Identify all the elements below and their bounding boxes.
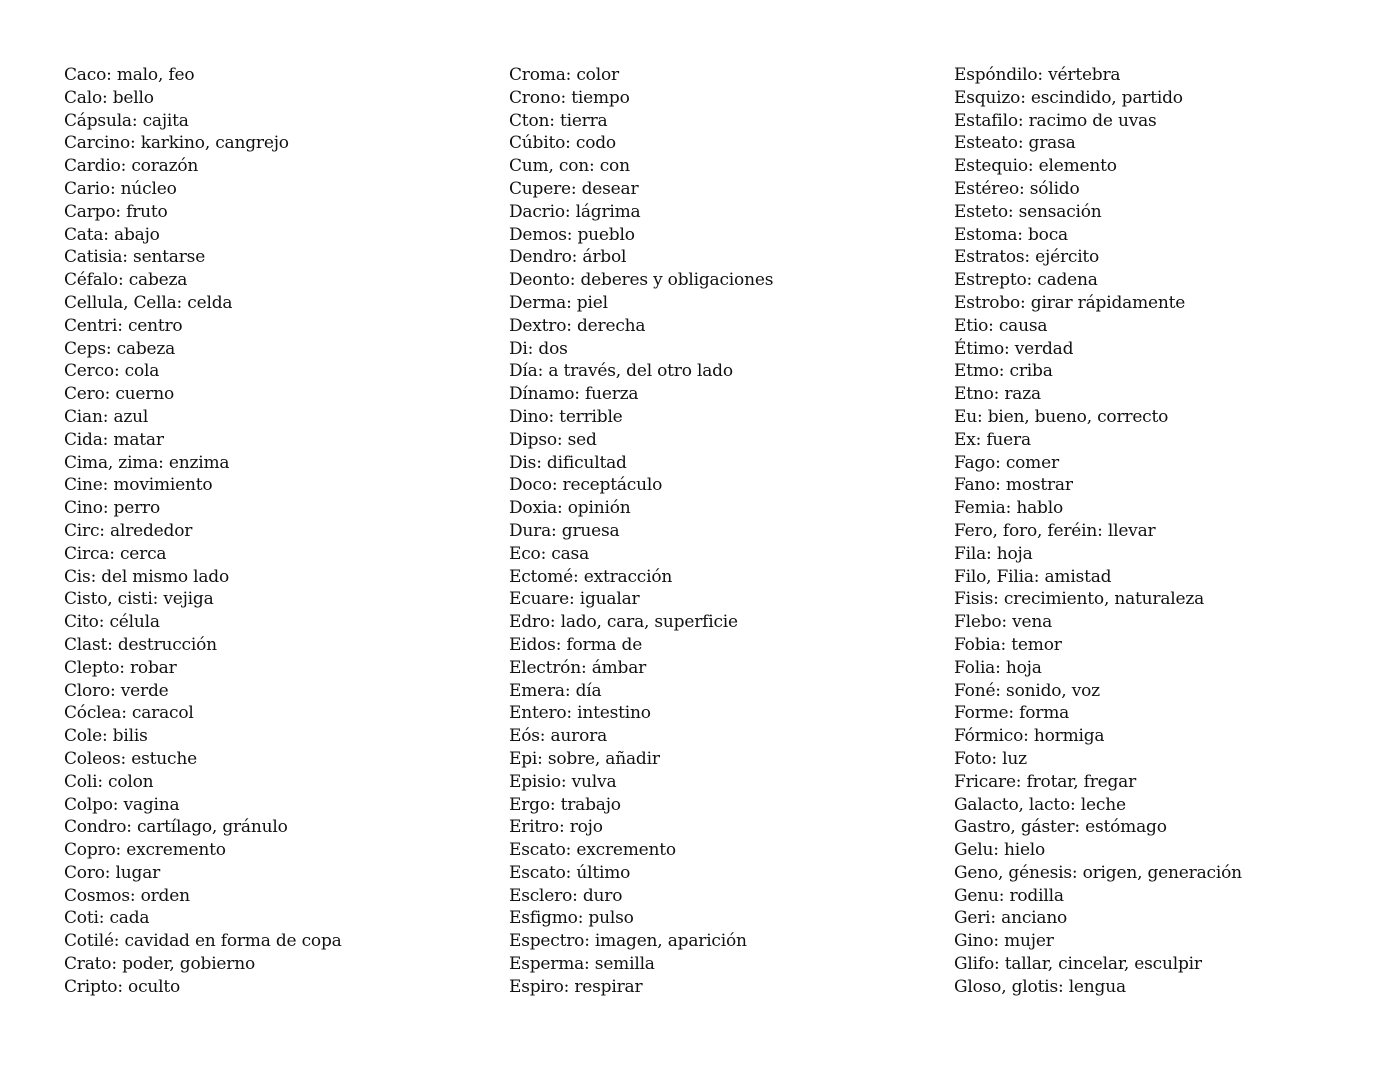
glossary-entry: Cine: movimiento xyxy=(64,475,213,496)
glossary-entry: Esquizo: escindido, partido xyxy=(954,87,1183,108)
glossary-entry: Estratos: ejército xyxy=(954,247,1100,268)
glossary-entry: Estrepto: cadena xyxy=(954,270,1098,291)
glossary-entry: Electrón: ámbar xyxy=(509,657,647,678)
glossary-entry: Dis: dificultad xyxy=(509,452,627,473)
glossary-entry: Dendro: árbol xyxy=(509,247,627,268)
glossary-entry: Eu: bien, bueno, correcto xyxy=(954,406,1169,427)
glossary-entry: Cúbito: codo xyxy=(509,133,616,154)
glossary-entry: Fero, foro, feréin: llevar xyxy=(954,520,1156,541)
glossary-entry: Fano: mostrar xyxy=(954,475,1073,496)
glossary-entry: Ecuare: igualar xyxy=(509,589,640,610)
glossary-entry: Estéreo: sólido xyxy=(954,178,1080,199)
glossary-entry: Gloso, glotis: lengua xyxy=(954,976,1126,997)
glossary-entry: Estrobo: girar rápidamente xyxy=(954,292,1186,313)
glossary-entry: Ectomé: extracción xyxy=(509,566,673,587)
glossary-entry: Fórmico: hormiga xyxy=(954,726,1105,747)
glossary-entry: Ceps: cabeza xyxy=(64,338,176,359)
glossary-entry: Fricare: frotar, fregar xyxy=(954,771,1137,792)
glossary-entry: Fila: hoja xyxy=(954,543,1033,564)
glossary-entry: Étimo: verdad xyxy=(954,338,1074,359)
glossary-entry: Derma: piel xyxy=(509,292,608,313)
glossary-entry: Copro: excremento xyxy=(64,840,226,861)
glossary-entry: Cario: núcleo xyxy=(64,178,177,199)
glossary-entry: Cima, zima: enzima xyxy=(64,452,230,473)
glossary-entry: Escato: último xyxy=(509,862,631,883)
glossary-entry: Cito: célula xyxy=(64,612,160,633)
glossary-entry: Estoma: boca xyxy=(954,224,1068,245)
glossary-entry: Espectro: imagen, aparición xyxy=(509,931,747,952)
glossary-entry: Cata: abajo xyxy=(64,224,160,245)
glossary-entry: Cum, con: con xyxy=(509,156,630,177)
glossary-entry: Foto: luz xyxy=(954,748,1027,769)
glossary-entry: Cripto: oculto xyxy=(64,976,181,997)
glossary-entry: Doco: receptáculo xyxy=(509,475,663,496)
glossary-column-2 xyxy=(509,64,773,999)
glossary-entry: Etio: causa xyxy=(954,315,1048,336)
glossary-entry: Esteto: sensación xyxy=(954,201,1102,222)
glossary-entry: Deonto: deberes y obligaciones xyxy=(509,270,774,291)
glossary-entry: Cisto, cisti: vejiga xyxy=(64,589,214,610)
glossary-entry: Circ: alrededor xyxy=(64,520,193,541)
glossary-entry: Esteato: grasa xyxy=(954,133,1076,154)
glossary-entry: Entero: intestino xyxy=(509,703,651,724)
glossary-entry: Croma: color xyxy=(509,65,619,85)
glossary-entry: Episio: vulva xyxy=(509,771,617,792)
glossary-entry: Dipso: sed xyxy=(509,429,597,450)
glossary-entry: Cóclea: caracol xyxy=(64,703,194,724)
glossary-entry: Dacrio: lágrima xyxy=(509,201,641,222)
glossary-entry: Cloro: verde xyxy=(64,680,169,701)
glossary-entry: Coti: cada xyxy=(64,908,150,929)
glossary-entry: Condro: cartílago, gránulo xyxy=(64,817,288,838)
glossary-entry: Geri: anciano xyxy=(954,908,1068,929)
glossary-entry: Fisis: crecimiento, naturaleza xyxy=(954,589,1205,610)
glossary-entry: Céfalo: cabeza xyxy=(64,270,188,291)
glossary-entry: Cton: tierra xyxy=(509,110,608,131)
glossary-entry: Forme: forma xyxy=(954,703,1070,724)
glossary-entry: Carcino: karkino, cangrejo xyxy=(64,133,289,154)
glossary-entry: Etmo: criba xyxy=(954,361,1053,382)
glossary-entry: Catisia: sentarse xyxy=(64,247,206,268)
glossary-entry: Glifo: tallar, cincelar, esculpir xyxy=(954,954,1202,975)
glossary-entry: Centri: centro xyxy=(64,315,183,336)
glossary-entry: Crato: poder, gobierno xyxy=(64,954,256,975)
glossary-entry: Gelu: hielo xyxy=(954,840,1046,861)
glossary-entry: Epi: sobre, añadir xyxy=(509,748,660,769)
glossary-entry: Gino: mujer xyxy=(954,931,1054,952)
glossary-entry: Foné: sonido, voz xyxy=(954,680,1100,701)
glossary-entry: Eritro: rojo xyxy=(509,817,603,838)
glossary-entry: Coli: colon xyxy=(64,771,154,792)
glossary-entry: Eós: aurora xyxy=(509,726,608,747)
glossary-entry: Estafilo: racimo de uvas xyxy=(954,110,1157,131)
glossary-entry: Dura: gruesa xyxy=(509,520,620,541)
glossary-entry: Clast: destrucción xyxy=(64,634,217,655)
glossary-entry: Fago: comer xyxy=(954,452,1059,473)
glossary-entry: Cupere: desear xyxy=(509,178,639,199)
glossary-entry: Cero: cuerno xyxy=(64,384,175,405)
glossary-entry: Femia: hablo xyxy=(954,498,1063,519)
glossary-entry: Calo: bello xyxy=(64,87,154,108)
glossary-entry: Dino: terrible xyxy=(509,406,623,427)
glossary-entry: Cino: perro xyxy=(64,498,160,519)
glossary-entry: Coleos: estuche xyxy=(64,748,197,769)
glossary-entry: Demos: pueblo xyxy=(509,224,635,245)
glossary-entry: Geno, génesis: origen, generación xyxy=(954,862,1242,883)
glossary-entry: Esperma: semilla xyxy=(509,954,655,975)
glossary-entry: Día: a través, del otro lado xyxy=(509,361,733,382)
glossary-entry: Eidos: forma de xyxy=(509,634,643,655)
glossary-entry: Filo, Filia: amistad xyxy=(954,566,1112,587)
glossary-entry: Cosmos: orden xyxy=(64,885,190,906)
glossary-entry: Cida: matar xyxy=(64,429,164,450)
glossary-entry: Circa: cerca xyxy=(64,543,167,564)
glossary-entry: Cis: del mismo lado xyxy=(64,566,230,587)
glossary-entry: Cian: azul xyxy=(64,406,149,427)
glossary-entry: Folia: hoja xyxy=(954,657,1042,678)
glossary-entry: Gastro, gáster: estómago xyxy=(954,817,1167,838)
glossary-entry: Dextro: derecha xyxy=(509,315,646,336)
glossary-entry: Carpo: fruto xyxy=(64,201,168,222)
glossary-entry: Esclero: duro xyxy=(509,885,623,906)
glossary-entry: Genu: rodilla xyxy=(954,885,1064,906)
glossary-entry: Cápsula: cajita xyxy=(64,110,189,131)
glossary-entry: Doxia: opinión xyxy=(509,498,631,519)
glossary-entry: Edro: lado, cara, superficie xyxy=(509,612,738,633)
glossary-entry: Di: dos xyxy=(509,338,568,359)
glossary-entry: Emera: día xyxy=(509,680,602,701)
glossary-entry: Clepto: robar xyxy=(64,657,177,678)
glossary-entry: Ex: fuera xyxy=(954,429,1031,450)
glossary-entry: Crono: tiempo xyxy=(509,87,630,108)
glossary-entry: Fobia: temor xyxy=(954,634,1062,655)
glossary-entry: Esfigmo: pulso xyxy=(509,908,634,929)
glossary-entry: Cotilé: cavidad en forma de copa xyxy=(64,931,342,952)
glossary-entry: Escato: excremento xyxy=(509,840,676,861)
glossary-entry: Dínamo: fuerza xyxy=(509,384,639,405)
glossary-entry: Cardio: corazón xyxy=(64,156,199,177)
glossary-entry: Ergo: trabajo xyxy=(509,794,621,815)
glossary-column-1 xyxy=(64,64,342,999)
glossary-entry: Espiro: respirar xyxy=(509,976,643,997)
glossary-entry: Cellula, Cella: celda xyxy=(64,292,233,313)
glossary-entry: Galacto, lacto: leche xyxy=(954,794,1126,815)
glossary-entry: Flebo: vena xyxy=(954,612,1053,633)
glossary-entry: Eco: casa xyxy=(509,543,590,564)
glossary-column-3 xyxy=(954,64,1242,999)
glossary-entry: Cerco: cola xyxy=(64,361,160,382)
glossary-entry: Colpo: vagina xyxy=(64,794,180,815)
glossary-entry: Etno: raza xyxy=(954,384,1041,405)
glossary-entry: Espóndilo: vértebra xyxy=(954,65,1121,85)
glossary-entry: Coro: lugar xyxy=(64,862,161,883)
glossary-entry: Estequio: elemento xyxy=(954,156,1117,177)
glossary-entry: Caco: malo, feo xyxy=(64,65,195,85)
glossary-entry: Cole: bilis xyxy=(64,726,148,747)
